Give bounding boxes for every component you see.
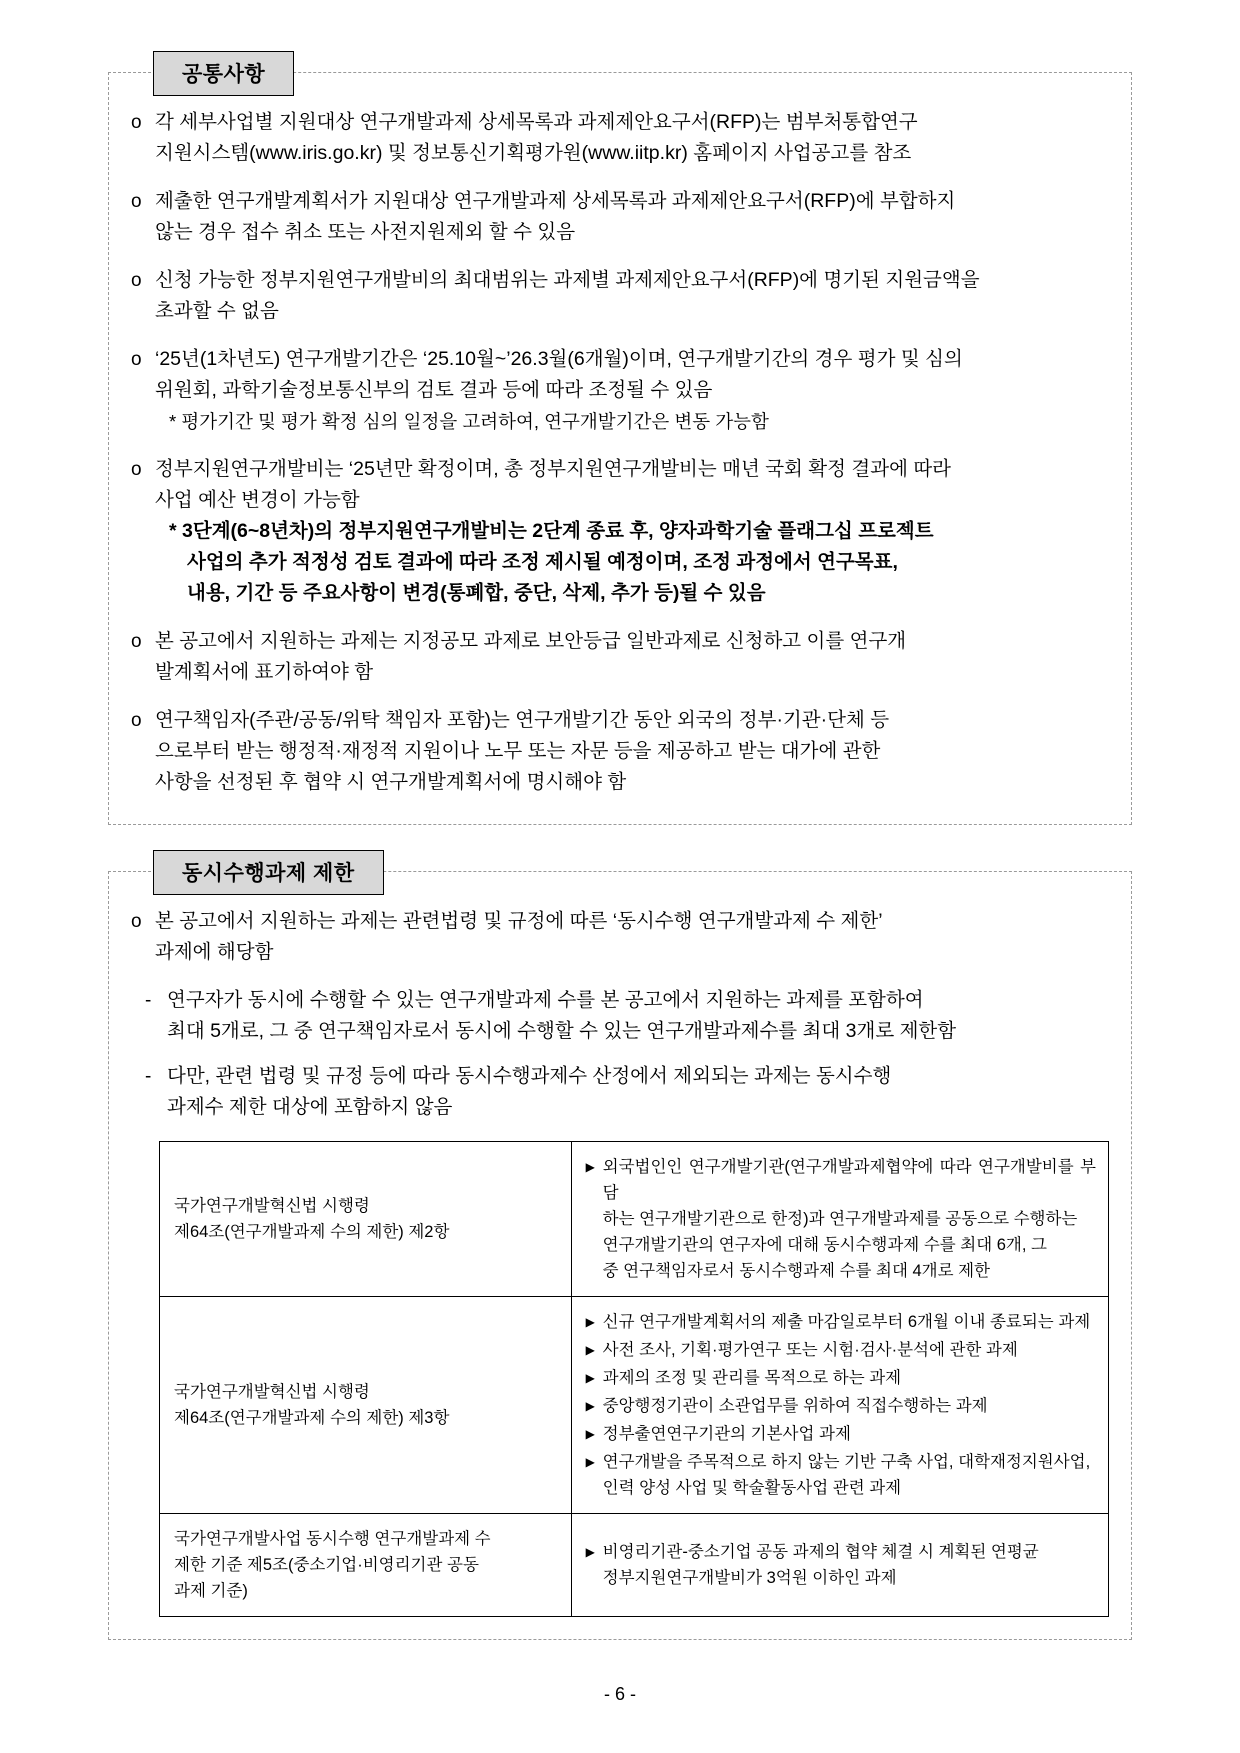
- dash-marker: -: [145, 1066, 152, 1087]
- text-line: 과제에 해당함: [155, 941, 274, 963]
- text-line: 각 세부사업별 지원대상 연구개발과제 상세목록과 과제제안요구서(RFP)는 범부처통합연구: [155, 111, 918, 133]
- list-item: [131, 344, 1109, 437]
- table-cell-detail: [571, 1142, 1108, 1297]
- bullet-marker: o: [131, 270, 142, 291]
- concurrent-limit-table: [159, 1141, 1109, 1617]
- bullet-marker: o: [131, 459, 142, 480]
- detail-bullet: [586, 1154, 1096, 1284]
- text-line: 제출한 연구개발계획서가 지원대상 연구개발과제 상세목록과 과제제안요구서(RFP)에 부합하지: [155, 190, 956, 212]
- detail-text: [603, 1449, 1096, 1501]
- text-line: 최대 5개로, 그 중 연구책임자로서 동시에 수행할 수 있는 연구개발과제수를 최대 3개로 제한함: [167, 1020, 957, 1042]
- detail-bullet: [586, 1365, 1096, 1391]
- text-line: 내용, 기간 등 주요사항이 변경(통폐합, 중단, 삭제, 추가 등)될 수 있음: [187, 582, 766, 604]
- section-common-items: [108, 63, 1132, 825]
- text-line: 국가연구개발혁신법 시행령: [174, 1383, 370, 1401]
- list-item: [131, 1061, 1109, 1123]
- table-cell-detail: [571, 1514, 1108, 1617]
- detail-text: [603, 1539, 1096, 1591]
- text-line: 사업의 추가 적정성 검토 결과에 따라 조정 제시될 예정이며, 조정 과정에서 연구목표,: [187, 551, 898, 573]
- detail-text: 신규 연구개발계획서의 제출 마감일로부터 6개월 이내 종료되는 과제: [602, 1313, 1091, 1331]
- text-line: 발계획서에 표기하여야 함: [155, 661, 374, 683]
- section-concurrent-task-limit: [108, 862, 1132, 1640]
- triangle-bullet-icon: ▶: [585, 1545, 595, 1559]
- text-bold-note: [155, 516, 1109, 609]
- text-line: 국가연구개발사업 동시수행 연구개발과제 수: [174, 1530, 491, 1548]
- text-line: 제한 기준 제5조(중소기업·비영리기관 공동: [174, 1556, 479, 1574]
- text-line: 사항을 선정된 후 협약 시 연구개발계획서에 명시해야 함: [155, 771, 627, 793]
- text-line: 정부지원연구개발비가 3억원 이하인 과제: [602, 1569, 897, 1587]
- detail-text: [603, 1154, 1096, 1284]
- bullet-marker: o: [131, 349, 142, 370]
- detail-bullet: [586, 1539, 1096, 1591]
- list-item-body: [155, 705, 1109, 798]
- text-line: 연구책임자(주관/공동/위탁 책임자 포함)는 연구개발기간 동안 외국의 정부·기관·단체 등: [155, 709, 890, 731]
- list-item-body: [155, 906, 1109, 968]
- text-line: ‘25년(1차년도) 연구개발기간은 ‘25.10월~’26.3월(6개월)이며, 연구개발기간의 경우 평가 및 심의: [155, 348, 963, 370]
- table-cell-regulation: [160, 1297, 572, 1514]
- list-item-body: [155, 344, 1109, 437]
- list-item-body: [167, 1061, 1109, 1123]
- text-line: 외국법인인 연구개발기관(연구개발과제협약에 따라 연구개발비를 부담: [602, 1158, 1096, 1202]
- triangle-bullet-icon: ▶: [585, 1371, 595, 1385]
- list-item-body: [155, 454, 1109, 609]
- text-line: 과제 기준): [174, 1582, 248, 1600]
- triangle-bullet-icon: ▶: [585, 1160, 595, 1174]
- table-row: [160, 1297, 1109, 1514]
- text-line: 중 연구책임자로서 동시수행과제 수를 최대 4개로 제한: [602, 1262, 990, 1280]
- triangle-bullet-icon: ▶: [585, 1315, 595, 1329]
- detail-text: 과제의 조정 및 관리를 목적으로 하는 과제: [602, 1369, 902, 1387]
- triangle-bullet-icon: ▶: [585, 1399, 595, 1413]
- text-line: 다만, 관련 법령 및 규정 등에 따라 동시수행과제수 산정에서 제외되는 과제는 동시수행: [167, 1065, 892, 1087]
- table-cell-regulation: [160, 1514, 572, 1617]
- text-line: 초과할 수 없음: [155, 300, 279, 322]
- list-item-body: [167, 985, 1109, 1047]
- section-title-common: 공통사항: [153, 51, 294, 96]
- list-item: [131, 626, 1109, 688]
- bullet-marker: o: [131, 112, 142, 133]
- detail-bullet: [586, 1393, 1096, 1419]
- text-line: 연구개발을 주목적으로 하지 않는 기반 구축 사업, 대학재정지원사업,: [602, 1453, 1091, 1471]
- detail-bullet: [586, 1337, 1096, 1363]
- text-line: 위원회, 과학기술정보통신부의 검토 결과 등에 따라 조정될 수 있음: [155, 379, 713, 401]
- table-cell-detail: [571, 1297, 1108, 1514]
- text-line: 신청 가능한 정부지원연구개발비의 최대범위는 과제별 과제제안요구서(RFP)에 명기된 지원금액을: [155, 269, 980, 291]
- text-line: 않는 경우 접수 취소 또는 사전지원제외 할 수 있음: [155, 221, 576, 243]
- text-line: 연구개발기관의 연구자에 대해 동시수행과제 수를 최대 6개, 그: [602, 1236, 1047, 1254]
- text-line: 비영리기관-중소기업 공동 과제의 협약 체결 시 계획된 연평균: [602, 1543, 1039, 1561]
- bullet-marker: o: [131, 631, 142, 652]
- bullet-marker: o: [131, 911, 142, 932]
- text-line: 하는 연구개발기관으로 한정)과 연구개발과제를 공동으로 수행하는: [602, 1210, 1078, 1228]
- text-line: 국가연구개발혁신법 시행령: [174, 1197, 370, 1215]
- detail-text: 사전 조사, 기획·평가연구 또는 시험·검사·분석에 관한 과제: [602, 1341, 1018, 1359]
- text-line: 제64조(연구개발과제 수의 제한) 제2항: [174, 1223, 450, 1241]
- triangle-bullet-icon: ▶: [585, 1455, 595, 1469]
- text-line: 사업 예산 변경이 가능함: [155, 489, 360, 511]
- list-item: [131, 186, 1109, 248]
- list-item: [131, 985, 1109, 1047]
- text-line: 본 공고에서 지원하는 과제는 지정공모 과제로 보안등급 일반과제로 신청하고 이를 연구개: [155, 630, 907, 652]
- text-line: 본 공고에서 지원하는 과제는 관련법령 및 규정에 따른 ‘동시수행 연구개발과제 수 제한’: [155, 910, 883, 932]
- bullet-marker: o: [131, 191, 142, 212]
- list-item: [131, 265, 1109, 327]
- triangle-bullet-icon: ▶: [585, 1427, 595, 1441]
- text-line: 정부지원연구개발비는 ‘25년만 확정이며, 총 정부지원연구개발비는 매년 국회 확정 결과에 따라: [155, 458, 952, 480]
- text-line: * 3단계(6~8년차)의 정부지원연구개발비는 2단계 종료 후, 양자과학기술 플래그십 프로젝트: [169, 520, 934, 542]
- list-item: [131, 705, 1109, 798]
- text-line: 제64조(연구개발과제 수의 제한) 제3항: [174, 1409, 450, 1427]
- page-number: - 6 -: [603, 1684, 636, 1704]
- list-item: [131, 906, 1109, 968]
- text-line: 으로부터 받는 행정적·재정적 지원이나 노무 또는 자문 등을 제공하고 받는 대가에 관한: [155, 740, 881, 762]
- table-row: [160, 1142, 1109, 1297]
- list-item-body: [155, 265, 1109, 327]
- detail-bullet: [586, 1449, 1096, 1501]
- list-item-body: [155, 186, 1109, 248]
- list-item-body: [155, 626, 1109, 688]
- table-row: [160, 1514, 1109, 1617]
- list-item-body: [155, 107, 1109, 169]
- table-cell-regulation: [160, 1142, 572, 1297]
- triangle-bullet-icon: ▶: [585, 1343, 595, 1357]
- detail-bullet: [586, 1309, 1096, 1335]
- list-item: [131, 454, 1109, 609]
- dash-marker: -: [145, 990, 152, 1011]
- text-line: 지원시스템(www.iris.go.kr) 및 정보통신기획평가원(www.iitp.kr) 홈페이지 사업공고를 참조: [155, 142, 912, 164]
- detail-bullet: [586, 1421, 1096, 1447]
- detail-text: 정부출연연구기관의 기본사업 과제: [602, 1425, 851, 1443]
- detail-text: 중앙행정기관이 소관업무를 위하여 직접수행하는 과제: [602, 1397, 988, 1415]
- text-line: 인력 양성 사업 및 학술활동사업 관련 과제: [602, 1479, 902, 1497]
- text-line: 과제수 제한 대상에 포함하지 않음: [167, 1096, 453, 1118]
- text-subnote: * 평가기간 및 평가 확정 심의 일정을 고려하여, 연구개발기간은 변동 가능함: [169, 411, 769, 432]
- bullet-marker: o: [131, 710, 142, 731]
- section-title-concurrent: 동시수행과제 제한: [153, 850, 384, 895]
- list-item: [131, 107, 1109, 169]
- text-line: 연구자가 동시에 수행할 수 있는 연구개발과제 수를 본 공고에서 지원하는 과제를 포함하여: [167, 989, 924, 1011]
